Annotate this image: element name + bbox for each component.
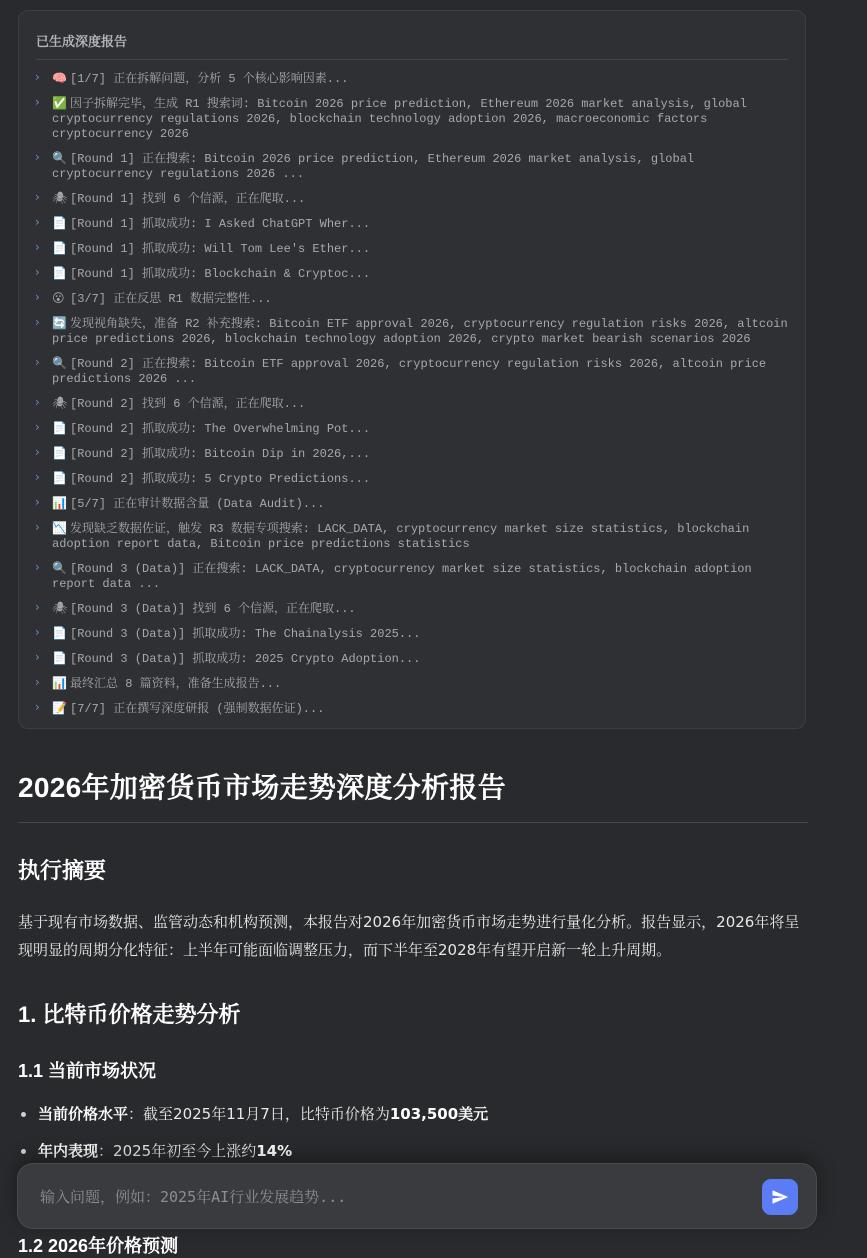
log-item[interactable] bbox=[34, 496, 792, 512]
chevron-right-icon: › bbox=[35, 560, 40, 574]
log-item[interactable] bbox=[34, 191, 792, 207]
log-item-text: [Round 1] 抓取成功: I Asked ChatGPT Wher... bbox=[70, 217, 371, 231]
section-1-2-heading: 1.2 2026年价格预测 bbox=[18, 1236, 179, 1256]
summary-paragraph: 基于现有市场数据、监管动态和机构预测，本报告对2026年加密货币市场走势进行量化分析。报告显示，2026年将呈现明显的周期分化特征：上半年可能面临调整压力，而下半年至2028年有望开启新一轮上升周期。 bbox=[18, 913, 800, 959]
log-item-text: [Round 2] 正在搜索: Bitcoin ETF approval 2026, cryptocurrency regulation risks 2026, altcoin price predictions 2026 ... bbox=[52, 357, 767, 386]
question-input[interactable] bbox=[38, 1182, 742, 1212]
log-item-text: [Round 2] 抓取成功: 5 Crypto Predictions... bbox=[70, 472, 371, 486]
log-item-text: 发现缺乏数据佐证，触发 R3 数据专项搜索: LACK_DATA, cryptocurrency market size statistics, blockchain adoption report data, Bitcoin price predictions statistics bbox=[52, 522, 750, 551]
log-item-text: [Round 3 (Data)] 正在搜索: LACK_DATA, cryptocurrency market size statistics, blockchain adoption report data ... bbox=[52, 562, 752, 591]
document-icon: 📄 bbox=[52, 421, 67, 435]
log-item[interactable] bbox=[34, 396, 792, 412]
log-item-text: [Round 2] 找到 6 个信源，正在爬取... bbox=[70, 397, 306, 411]
bullet-label: 当前价格水平 bbox=[38, 1105, 129, 1123]
chevron-right-icon: › bbox=[35, 420, 40, 434]
document-icon: 📄 bbox=[52, 446, 67, 460]
chevron-right-icon: › bbox=[35, 150, 40, 164]
log-item[interactable] bbox=[34, 521, 792, 552]
chevron-right-icon: › bbox=[35, 70, 40, 84]
document-icon: 📄 bbox=[52, 626, 67, 640]
bullet-separator: ： bbox=[128, 1105, 144, 1123]
log-item[interactable] bbox=[34, 96, 792, 142]
log-item[interactable] bbox=[34, 216, 792, 232]
log-item[interactable] bbox=[34, 601, 792, 617]
bullet-separator: ： bbox=[98, 1142, 114, 1160]
page-scrollbar[interactable] bbox=[831, 0, 867, 1243]
chevron-right-icon: › bbox=[35, 675, 40, 689]
title-divider bbox=[18, 822, 808, 823]
log-panel-title: 已生成深度报告 bbox=[36, 35, 128, 50]
chevron-right-icon: › bbox=[35, 265, 40, 279]
bar-chart-icon: 📊 bbox=[52, 496, 67, 510]
list-item bbox=[18, 1103, 798, 1125]
document-icon: 📄 bbox=[52, 266, 67, 280]
list-item bbox=[18, 1140, 798, 1162]
chevron-right-icon: › bbox=[35, 495, 40, 509]
chevron-right-icon: › bbox=[35, 355, 40, 369]
log-item-text: [Round 3 (Data)] 找到 6 个信源，正在爬取... bbox=[70, 602, 356, 616]
log-item-text: 因子拆解完毕，生成 R1 搜索词: Bitcoin 2026 price prediction, Ethereum 2026 market analysis, global cryptocurrency regulations 2026, blockchain technology adoption 2026, macroeconomic factors cryptocurrency 2026 bbox=[52, 97, 747, 141]
log-list bbox=[34, 71, 792, 726]
chevron-right-icon: › bbox=[35, 600, 40, 614]
bullet-text: 2025年初至今上涨约 bbox=[113, 1142, 257, 1160]
log-item-text: [Round 1] 抓取成功: Blockchain & Cryptoc... bbox=[70, 267, 371, 281]
log-item-text: [3/7] 正在反思 R1 数据完整性... bbox=[70, 292, 272, 306]
bullet-label: 年内表现 bbox=[38, 1142, 99, 1160]
chat-input-bar bbox=[17, 1163, 817, 1229]
log-item[interactable] bbox=[34, 701, 792, 717]
log-item[interactable] bbox=[34, 421, 792, 437]
log-item-text: [Round 1] 正在搜索: Bitcoin 2026 price prediction, Ethereum 2026 market analysis, global cryptocurrency regulations 2026 ... bbox=[52, 152, 695, 181]
section-1-heading: 1. 比特币价格走势分析 bbox=[18, 1002, 241, 1027]
log-item[interactable] bbox=[34, 356, 792, 387]
chevron-right-icon: › bbox=[35, 650, 40, 664]
search-icon: 🔍 bbox=[52, 561, 67, 575]
document-icon: 📄 bbox=[52, 471, 67, 485]
log-item-text: 最终汇总 8 篇资料，准备生成报告... bbox=[70, 677, 282, 691]
log-item-text: [1/7] 正在拆解问题，分析 5 个核心影响因素... bbox=[70, 72, 349, 86]
bullet-text: 截至2025年11月7日，比特币价格为 bbox=[143, 1105, 390, 1123]
chevron-right-icon: › bbox=[35, 190, 40, 204]
summary-heading: 执行摘要 bbox=[18, 858, 107, 883]
log-item-text: [Round 1] 找到 6 个信源，正在爬取... bbox=[70, 192, 306, 206]
chevron-right-icon: › bbox=[35, 215, 40, 229]
log-item-text: 发现视角缺失，准备 R2 补充搜索: Bitcoin ETF approval 2026, cryptocurrency regulation risks 2026, altcoin price predictions 2026, blockchain technology adoption 2026, crypto market bearish scenarios 2026 bbox=[52, 317, 788, 346]
log-item-text: [5/7] 正在审计数据含量 (Data Audit)... bbox=[70, 497, 325, 511]
log-item[interactable] bbox=[34, 151, 792, 182]
document-icon: 📄 bbox=[52, 241, 67, 255]
search-icon: 🔍 bbox=[52, 151, 67, 165]
send-icon bbox=[771, 1188, 789, 1206]
spider-icon: 🕷 bbox=[52, 601, 68, 615]
brain-icon: 🧠 bbox=[52, 71, 67, 85]
chart-decreasing-icon: 📉 bbox=[52, 521, 67, 535]
chevron-right-icon: › bbox=[35, 700, 40, 714]
chevron-right-icon: › bbox=[35, 290, 40, 304]
log-item[interactable] bbox=[34, 291, 792, 307]
send-button[interactable] bbox=[762, 1179, 798, 1215]
chevron-right-icon: › bbox=[35, 395, 40, 409]
log-item[interactable] bbox=[34, 561, 792, 592]
chevron-right-icon: › bbox=[35, 445, 40, 459]
chevron-right-icon: › bbox=[35, 240, 40, 254]
memo-icon: 📝 bbox=[52, 701, 67, 715]
log-item[interactable] bbox=[34, 471, 792, 487]
spider-icon: 🕷 bbox=[52, 396, 68, 410]
bullet-value: 103,500美元 bbox=[389, 1105, 489, 1123]
document-icon: 📄 bbox=[52, 216, 67, 230]
check-icon: ✅ bbox=[52, 96, 67, 110]
thinking-face-icon: 😮 bbox=[52, 291, 65, 305]
chevron-right-icon: › bbox=[35, 520, 40, 534]
log-item[interactable] bbox=[34, 241, 792, 257]
chevron-right-icon: › bbox=[35, 470, 40, 484]
log-item-text: [7/7] 正在撰写深度研报 (强制数据佐证)... bbox=[70, 702, 325, 716]
log-item[interactable] bbox=[34, 676, 792, 692]
log-item-text: [Round 2] 抓取成功: Bitcoin Dip in 2026,... bbox=[70, 447, 371, 461]
log-item[interactable] bbox=[34, 626, 792, 642]
log-item[interactable] bbox=[34, 446, 792, 462]
log-item-text: [Round 3 (Data)] 抓取成功: The Chainalysis 2025... bbox=[70, 627, 421, 641]
report-title: 2026年加密货币市场走势深度分析报告 bbox=[18, 772, 506, 803]
bar-chart-icon: 📊 bbox=[52, 676, 67, 690]
chevron-right-icon: › bbox=[35, 95, 40, 109]
refresh-icon: 🔄 bbox=[52, 316, 67, 330]
log-item[interactable] bbox=[34, 651, 792, 667]
log-item-text: [Round 3 (Data)] 抓取成功: 2025 Crypto Adoption... bbox=[70, 652, 421, 666]
chevron-right-icon: › bbox=[35, 625, 40, 639]
search-icon: 🔍 bbox=[52, 356, 67, 370]
log-item[interactable] bbox=[34, 71, 792, 87]
log-item-text: [Round 2] 抓取成功: The Overwhelming Pot... bbox=[70, 422, 371, 436]
log-item[interactable] bbox=[34, 266, 792, 282]
log-divider bbox=[36, 59, 788, 60]
bullet-value: 14% bbox=[256, 1142, 293, 1160]
spider-icon: 🕷 bbox=[52, 191, 68, 205]
log-item-text: [Round 1] 抓取成功: Will Tom Lee's Ether... bbox=[70, 242, 371, 256]
progress-log-panel bbox=[18, 10, 806, 729]
chevron-right-icon: › bbox=[35, 315, 40, 329]
log-item[interactable] bbox=[34, 316, 792, 347]
document-icon: 📄 bbox=[52, 651, 67, 665]
section-1-1-heading: 1.1 当前市场状况 bbox=[18, 1061, 157, 1081]
